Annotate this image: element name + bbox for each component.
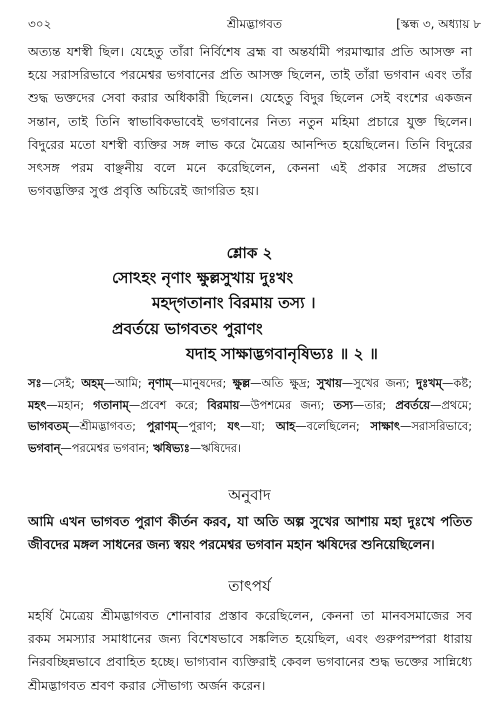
- synonym-meaning: যা;: [251, 419, 266, 433]
- synonym-word: আহ: [275, 419, 296, 433]
- verse-line: প্রবর্তয়ে ভাগবতং পুরাণং: [112, 320, 263, 338]
- synonym-word: সুখায়: [316, 376, 342, 390]
- verse-line: সোঽহং নৃণাং ক্ষুল্লসুখায় দুঃখং: [112, 269, 294, 287]
- synonym-word: মহৎ: [28, 397, 47, 412]
- synonym-meaning: তার;: [364, 397, 387, 412]
- verse-line: মহদ্‌গতানাং বিরমায় তস্য ।: [152, 294, 316, 312]
- synonym-meaning: মহান;: [57, 397, 85, 412]
- page-number: ৩০২: [28, 17, 52, 31]
- synonym-word: বিরমায়: [207, 397, 240, 412]
- synonym-meaning: প্রথমে;: [441, 397, 473, 412]
- synonym-word: নৃণাম্‌: [148, 376, 172, 390]
- synonym-meaning: কষ্ট;: [453, 376, 473, 390]
- synonym-word: তস্য: [333, 397, 353, 412]
- synonym-word: পুরাণম্‌: [146, 419, 178, 433]
- synonym-meaning: পুরাণ;: [188, 419, 217, 433]
- verse-line: যদাহ সাক্ষাদ্ভগবানৃষিভ্যঃ ॥ ২ ॥: [186, 345, 378, 363]
- synonym-word: সঃ: [28, 376, 42, 390]
- synonym-word: দুঃখম্‌: [416, 376, 442, 390]
- synonym-word: ভাগবতম্‌: [28, 419, 69, 433]
- running-title: শ্রীমদ্ভাগবত: [226, 17, 282, 31]
- synonym-meaning: সরাসরিভাবে;: [411, 419, 473, 433]
- synonym-meaning: উপশমের জন্য;: [250, 397, 325, 412]
- synonym-meaning: ঋষিদের।: [201, 440, 242, 455]
- page-header: [28, 16, 481, 34]
- translation-heading: অনুবাদ: [228, 486, 271, 504]
- synonym-word: প্রবর্তয়ে: [395, 397, 431, 412]
- synonym-meaning: বলেছিলেন;: [306, 419, 360, 433]
- synonym-meaning: শ্রীমদ্ভাগবত;: [79, 419, 136, 433]
- verse-title: শ্লোক ২: [226, 244, 273, 262]
- word-for-word-synonyms: সঃ—সেই; অহম্‌—আমি; নৃণাম্‌—মানুষদের; ক্ষুল্ল—অতি ক্ষুদ্র; সুখায়—সুখের জন্য; দুঃখম্‌—কষ্ট; মহৎ—মহান; গতানাম্‌—প্রবেশ করে; বিরমায়—উপশমের জন্য; তস্য—তার; প্রবর্তয়ে—প্রথমে; ভাগবতম্‌—শ্রীমদ্ভাগবত; পুরাণম্‌—পুরাণ; যৎ—যা; আহ—বলেছিলেন; সাক্ষাৎ—সরাসরিভাবে; ভগবান্‌—পরমেশ্বর ভগবান; ঋষিভ্যঃ—ঋষিদের।: [28, 376, 473, 455]
- synonym-meaning: সেই;: [53, 376, 75, 390]
- purport-heading: তাৎপর্য: [228, 577, 271, 595]
- synonym-meaning: পরমেশ্বর ভগবান;: [71, 440, 150, 455]
- synonym-meaning: সুখের জন্য;: [353, 376, 410, 390]
- synonym-word: ভগবান্‌: [28, 440, 61, 455]
- synonym-meaning: প্রবেশ করে;: [140, 397, 199, 412]
- synonym-word: ক্ষুল্ল: [232, 376, 251, 390]
- synonym-word: যৎ: [227, 419, 240, 433]
- intro-paragraph: অত্যন্ত যশস্বী ছিল। যেহেতু তাঁরা নির্বিশেষ ব্রহ্ম বা অন্তর্যামী পরমাত্মার প্রতি আসক্ত না হয়ে সরাসরিভাবে পরমেশ্বর ভগবানের প্রতি আসক্ত ছিলেন, তাই তাঁরা ভগবান এবং তাঁর শুদ্ধ ভক্তদের সেবা করার অধিকারী ছিলেন। যেহেতু বিদুর ছিলেন সেই বংশের একজন সন্তান, তাই তিনি স্বাভাবিকভাবেই ভগবানের নিত্য নতুন মহিমা প্রচারে যুক্ত ছিলেন। বিদুরের মতো যশস্বী ব্যক্তির সঙ্গ লাভ করে মৈত্রেয় আনন্দিত হয়েছিলেন। তিনি বিদুরের সৎসঙ্গ পরম বাঞ্ছনীয় বলে মনে করেছিলেন, কেননা এই প্রকার সঙ্গের প্রভাবে ভগবদ্ভক্তির সুপ্ত প্রবৃত্তি অচিরেই জাগরিত হয়।: [28, 44, 472, 199]
- synonym-meaning: আমি;: [114, 376, 142, 390]
- synonym-meaning: মানুষদের;: [182, 376, 227, 390]
- chapter-reference: [স্কন্ধ ৩, অধ্যায় ৮: [396, 17, 481, 31]
- synonym-word: অহম্‌: [81, 376, 104, 390]
- synonym-word: ঋষিভ্যঃ: [152, 440, 190, 455]
- purport-text: মহর্ষি মৈত্রেয় শ্রীমদ্ভাগবত শোনাবার প্রস্তাব করেছিলেন, কেননা তা মানবসমাজের সব রকম সমস্যার সমাধানের জন্য বিশেষভাবে সঙ্কলিত হয়েছিল, এবং গুরুপরম্পরা ধারায় নিরবচ্ছিন্নভাবে প্রবাহিত হচ্ছে। ভাগ্যবান ব্যক্তিরাই কেবল ভগবানের শুদ্ধ ভক্তের সান্নিধ্যে শ্রীমদ্ভাগবত শ্রবণ করার সৌভাগ্য অর্জন করেন।: [28, 608, 472, 693]
- synonym-word: সাক্ষাৎ: [370, 419, 400, 433]
- translation-text: আমি এখন ভাগবত পুরাণ কীর্তন করব, যা অতি অল্প সুখের আশায় মহা দুঃখে পতিত জীবদের মঙ্গল সাধনের জন্য স্বয়ং পরমেশ্বর ভগবান মহান ঋষিদের শুনিয়েছিলেন।: [28, 515, 472, 553]
- synonym-meaning: অতি ক্ষুদ্র;: [261, 376, 311, 390]
- synonym-word: গতানাম্‌: [93, 397, 129, 412]
